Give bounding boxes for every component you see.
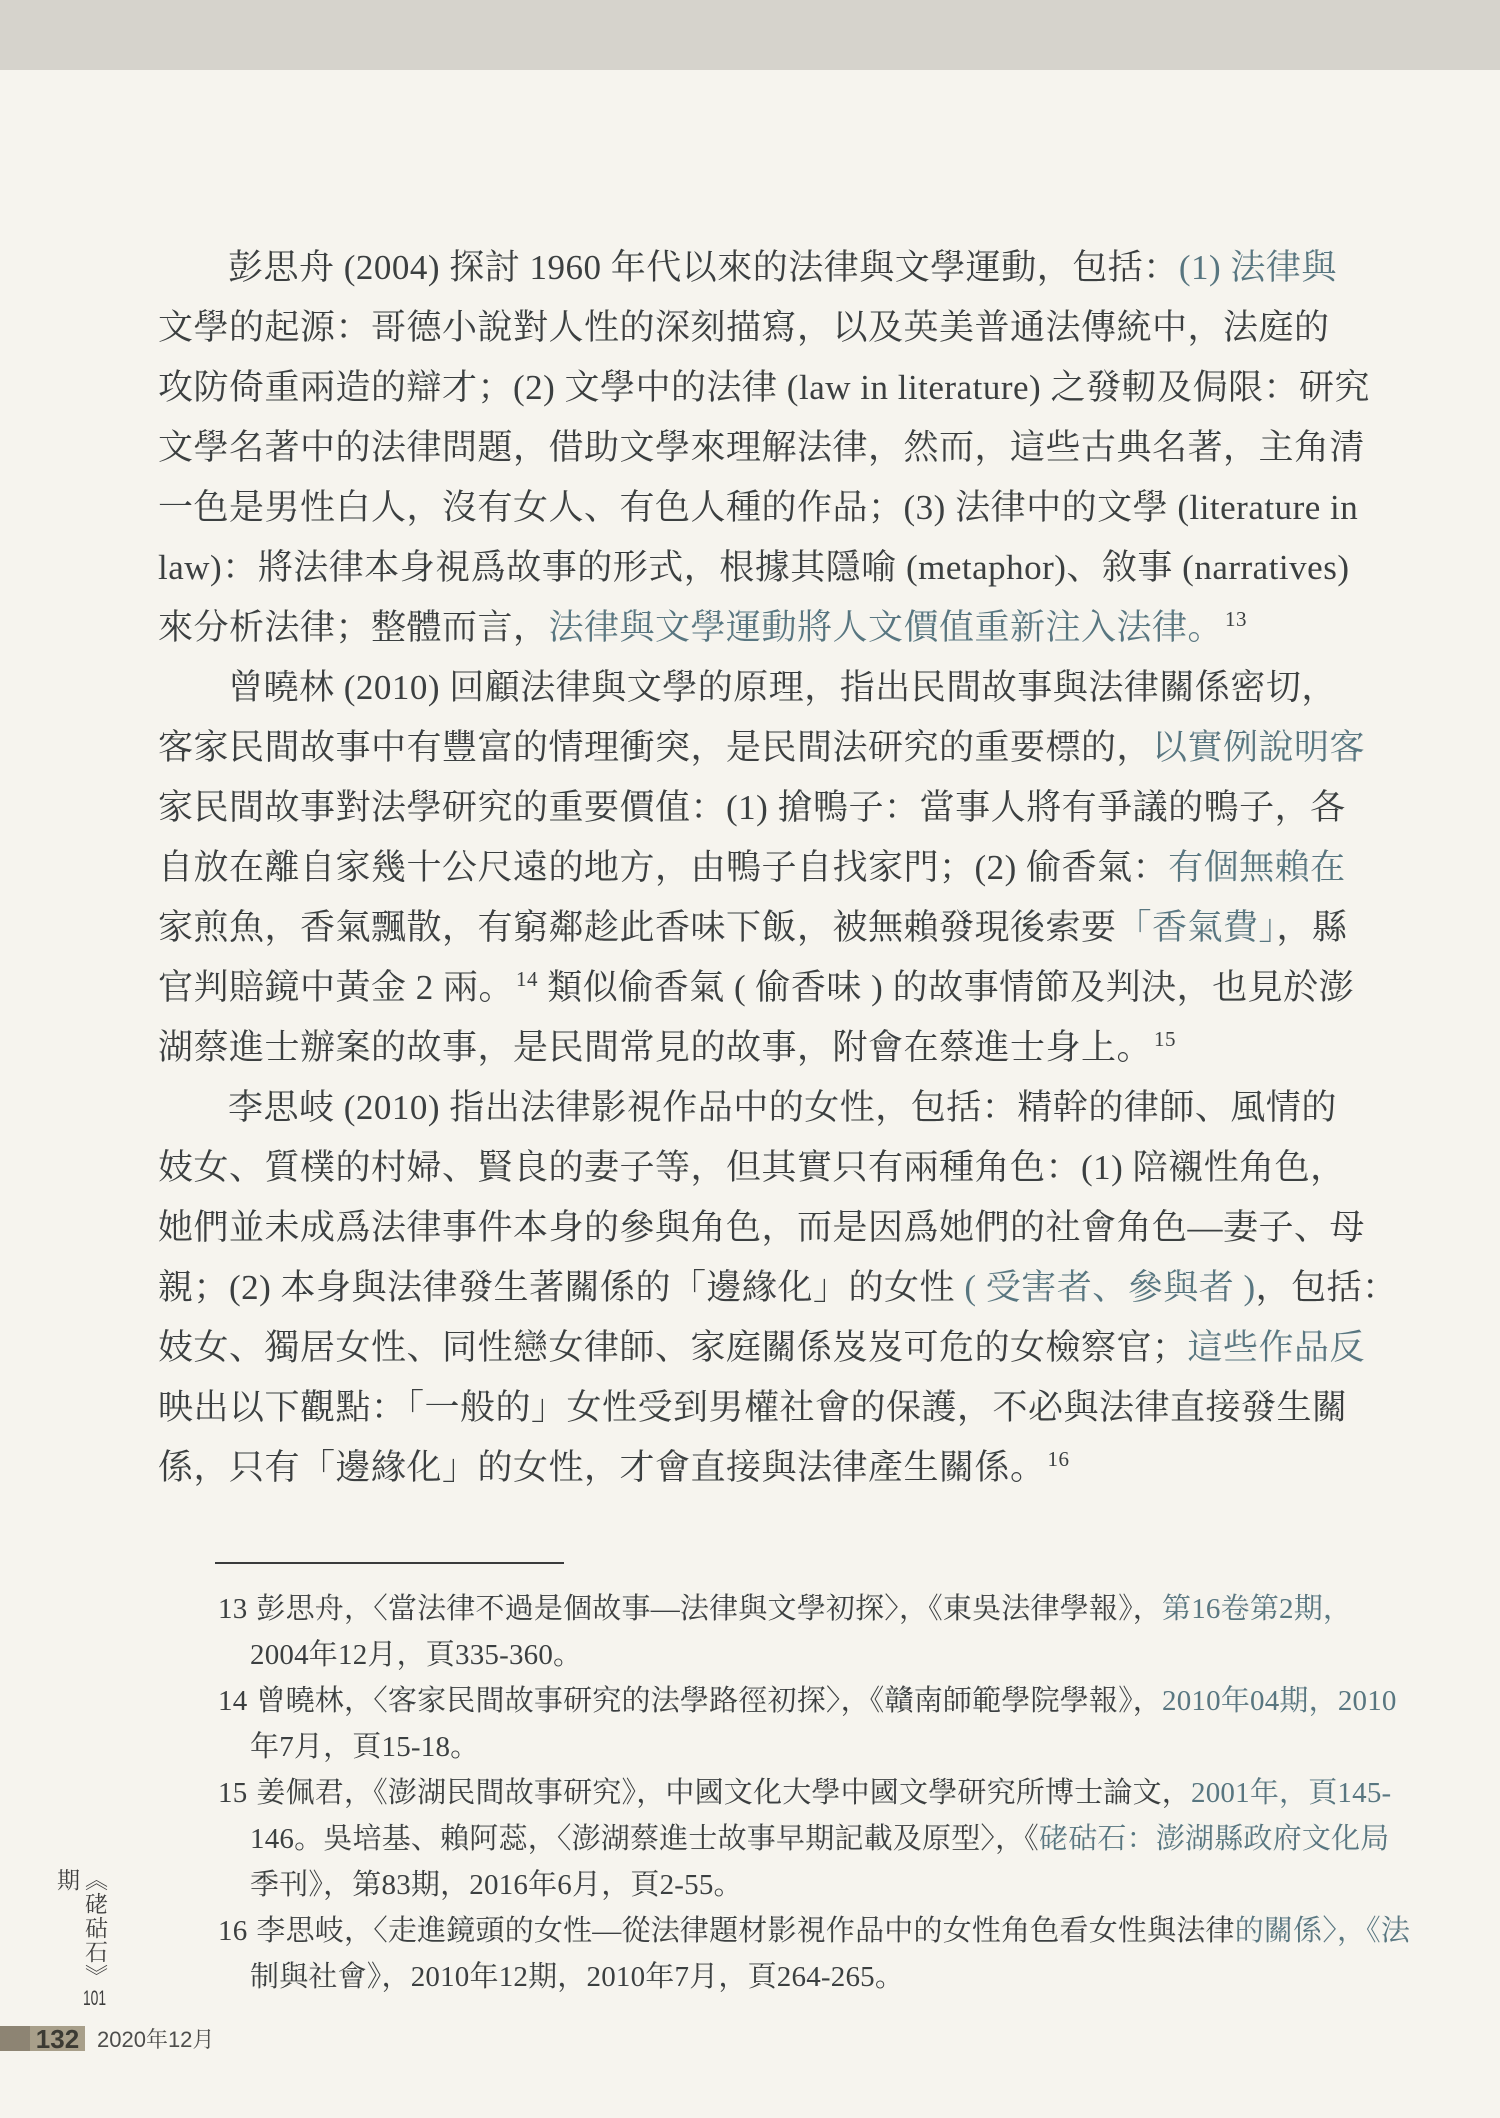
footnote-line [218,1678,1397,1724]
footnote-line [218,1908,1411,1954]
body-text-line [158,1138,1346,1198]
footnotes [218,1586,1411,2000]
text-segment: 家煎魚，香氣飄散，有窮鄰趁此香味下飯，被無賴發現後索要 [158,908,1117,947]
text-segment: 攻防倚重兩造的辯才；(2) 文學中的法律 (law in literature) 之發軔及侷限：研究 [158,368,1370,407]
text-segment: 李思岐 (2010) 指出法律影視作品中的女性，包括：精幹的律師、風情的 [228,1088,1337,1127]
footnote-number: 14 [218,1685,248,1717]
text-segment: 文學名著中的法律問題，借助文學來理解法律，然而，這些古典名著，主角清 [158,428,1366,467]
text-segment: 2001年，頁145- [1191,1777,1392,1809]
footnote-line [218,1586,1353,1632]
footnote-ref: 15 [1154,1027,1177,1052]
text-segment: 親；(2) 本身與法律發生著關係的「邊緣化」的女性 [158,1268,965,1307]
body-text-line [158,718,1366,778]
body-text-line [158,898,1348,958]
issue-number: 101 [82,1988,107,2009]
text-segment: 湖蔡進士辦案的故事，是民間常見的故事，附會在蔡進士身上。 [158,1028,1153,1067]
text-segment: law)：將法律本身視爲故事的形式，根據其隱喻 (metaphor)、敘事 (narratives) [158,548,1350,587]
text-segment: 映出以下觀點：「一般的」女性受到男權社會的保護，不必與法律直接發生關 [158,1388,1348,1427]
footnote-line [218,1632,1324,1678]
body-text-line [158,958,1355,1018]
body-text-line [158,1438,1324,1498]
text-segment: 她們並未成爲法律事件本身的參與角色，而是因爲她們的社會角色—妻子、母 [158,1208,1366,1247]
scan-edge-band [0,0,1500,70]
body-text-line [158,838,1346,898]
text-segment: 制與社會》，2010年12期，2010年7月，頁264-265。 [250,1961,905,1993]
text-segment: 以實例說明客 [1152,728,1366,767]
body-text-line [158,598,1324,658]
text-segment: 曾曉林 (2010) 回顧法律與文學的原理，指出民間故事與法律關係密切， [228,668,1337,707]
body-text-line [158,1078,1337,1138]
text-segment: 來分析法律；整體而言， [158,608,549,647]
footnote-separator [215,1562,564,1564]
text-segment: 2004年12月，頁335-360。 [250,1639,583,1671]
footnote-line [218,1724,1324,1770]
text-segment: 曾曉林，〈客家民間故事研究的法學路徑初探〉，《贛南師範學院學報》， [256,1685,1163,1717]
footnote-ref: 13 [1225,607,1248,632]
footnote-number: 13 [218,1593,248,1625]
body-text-line [158,238,1337,298]
text-segment: 姜佩君，《澎湖民間故事研究》，中國文化大學中國文學研究所博士論文， [256,1777,1192,1809]
body-text-line [158,1018,1324,1078]
text-segment: 一色是男性白人，沒有女人、有色人種的作品；(3) 法律中的文學 (literature in [158,488,1359,527]
text-segment: 客家民間故事中有豐富的情理衝突，是民間法研究的重要標的， [158,728,1153,767]
text-segment: 係，只有「邊緣化」的女性，才會直接與法律產生關係。 [158,1448,1046,1487]
footnote-number: 16 [218,1915,248,1947]
issue-date: 2020年12月 [97,2027,215,2052]
text-segment: 類似偷香氣 ( 偷香味 ) 的故事情節及判決，也見於澎 [538,968,1355,1007]
text-segment: 的關係〉，《法 [1234,1915,1411,1947]
body-text-line [158,538,1350,598]
text-segment: 妓女、獨居女性、同性戀女律師、家庭關係岌岌可危的女檢察官； [158,1328,1188,1367]
text-segment: 自放在離自家幾十公尺遠的地方，由鴨子自找家門；(2) 偷香氣： [158,848,1169,887]
text-segment: 家民間故事對法學研究的重要價值：(1) 搶鴨子：當事人將有爭議的鴨子，各 [158,788,1346,827]
page-number-badge [0,2024,85,2054]
footnote-ref: 16 [1047,1447,1070,1472]
text-segment: 這些作品反 [1187,1328,1366,1367]
body-text-line [158,478,1359,538]
body-text-line [158,1318,1366,1378]
text-segment: 2010年04期，2010 [1162,1685,1397,1717]
text-segment: (1) 法律與 [1178,248,1337,287]
text-segment: 第16卷第2期， [1162,1593,1353,1625]
text-segment: 彭思舟 (2004) 探討 1960 年代以來的法律與文學運動，包括： [228,248,1179,287]
issue-unit: 期 [54,1868,79,1892]
text-segment: 硓𥑮石：澎湖縣政府文化局 [1039,1823,1390,1855]
text-segment: 146。吳培基、賴阿蕊，〈澎湖蔡進士故事早期記載及原型〉，《 [250,1823,1040,1855]
text-segment: ，包括： [1255,1268,1398,1307]
footnote-line [218,1816,1390,1862]
text-segment: 彭思舟，〈當法律不過是個故事—法律與文學初探〉，《東吳法律學報》， [256,1593,1163,1625]
article-body [158,238,1398,1498]
text-segment: 年7月，頁15-18。 [250,1731,480,1763]
text-segment: 文學的起源：哥德小說對人性的深刻描寫，以及英美普通法傳統中，法庭的 [158,308,1330,347]
text-segment: ( 受害者、參與者 ) [964,1268,1256,1307]
body-text-line [158,778,1346,838]
text-segment: 妓女、質樸的村婦、賢良的妻子等，但其實只有兩種角色：(1) 陪襯性角色， [158,1148,1346,1187]
page-bar-dark-segment [0,2026,30,2051]
footnote-line [218,1954,1324,2000]
footnote-line [218,1862,1324,1908]
text-segment: 「香氣費」 [1116,908,1277,947]
text-segment: 法律與文學運動將人文價值重新注入法律。 [548,608,1224,647]
body-text-line [158,658,1337,718]
body-text-line [158,1198,1366,1258]
text-segment: 官判賠鏡中黃金 2 兩。 [158,968,515,1007]
journal-spine [52,1868,108,2028]
footnote-ref: 14 [516,967,539,992]
text-segment: ，縣 [1276,908,1348,947]
body-text-line [158,418,1366,478]
body-text-line [158,298,1330,358]
text-segment: 季刊》，第83期，2016年6月，頁2-55。 [250,1869,743,1901]
text-segment: 有個無賴在 [1168,848,1346,887]
body-text-line [158,1378,1348,1438]
page-number: 132 [35,2024,80,2054]
body-text-line [158,358,1370,418]
journal-title: 《硓𥑮石》 [82,1868,107,1988]
footnote-number: 15 [218,1777,248,1809]
text-segment: 李思岐，〈走進鏡頭的女性—從法律題材影視作品中的女性角色看女性與法律 [256,1915,1235,1947]
footnote-line [218,1770,1392,1816]
body-text-line [158,1258,1398,1318]
